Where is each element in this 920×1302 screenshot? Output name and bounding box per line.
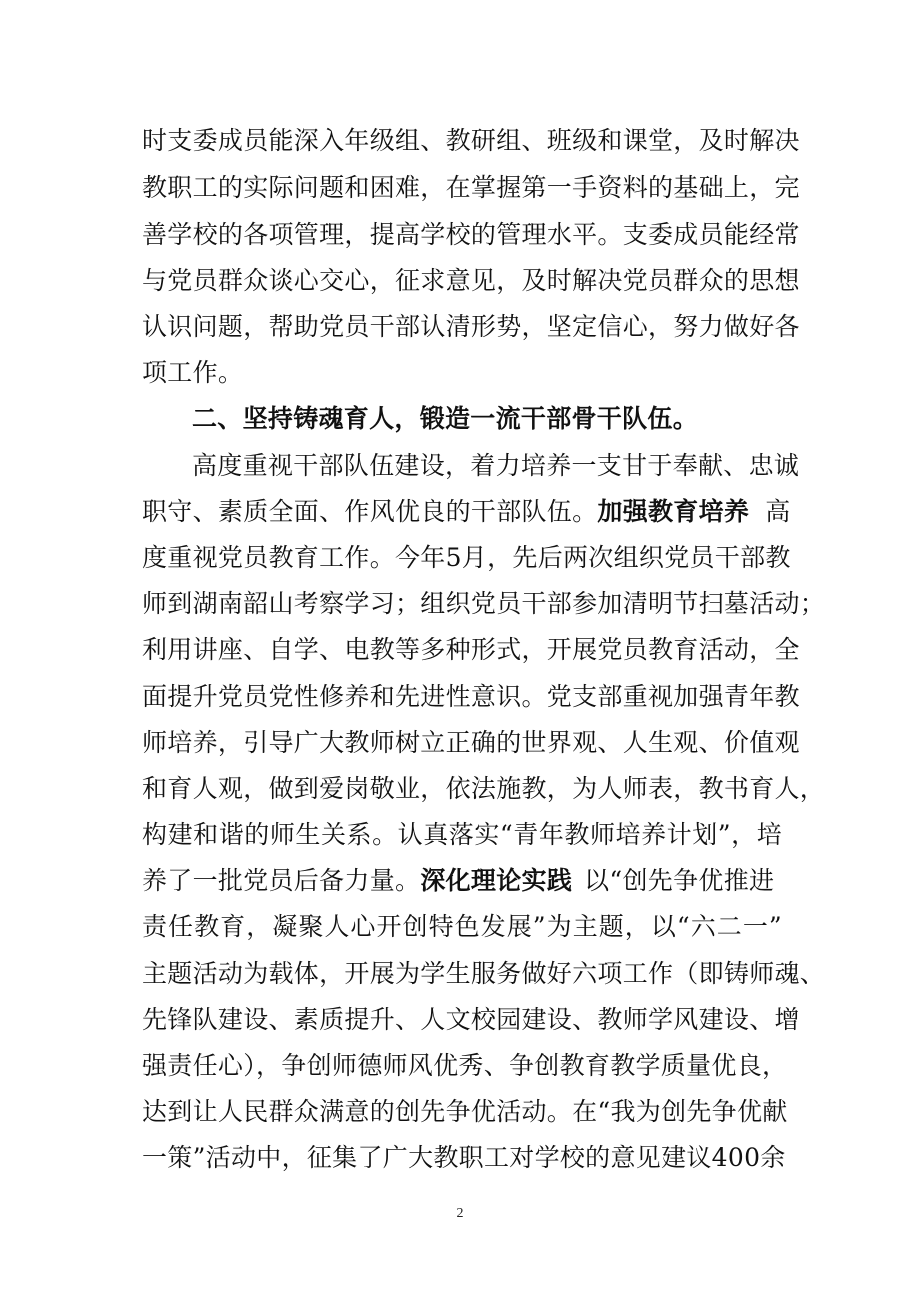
text-line: 师到湖南韶山考察学习；组织党员干部参加清明节扫墓活动； [142, 589, 826, 618]
text-line: 教职工的实际问题和困难，在掌握第一手资料的基础上，完 [142, 173, 800, 202]
text-line: 强责任心），争创师德师风优秀、争创教育教学质量优良， [142, 1051, 788, 1080]
text-line: 度重视党员教育工作。今年5月，先后两次组织党员干部教 [142, 543, 791, 572]
text-segment: 高 [765, 497, 791, 526]
text-line: 善学校的各项管理，提高学校的管理水平。支委成员能经常 [142, 220, 800, 249]
text-line: 项工作。 [142, 358, 244, 387]
text-line: 认识问题，帮助党员干部认清形势，坚定信心，努力做好各 [142, 312, 800, 341]
text-line: 责任教育，凝聚人心开创特色发展”为主题，以“六二一” [142, 912, 782, 941]
text-line: 达到让人民群众满意的创先争优活动。在“我为创先争优献 [142, 1097, 788, 1126]
text-line: 师培养，引导广大教师树立正确的世界观、人生观、价值观 [142, 728, 800, 757]
text-line: 利用讲座、自学、电教等多种形式，开展党员教育活动，全 [142, 635, 800, 664]
text-line: 构建和谐的师生关系。认真落实“青年教师培养计划”，培 [142, 820, 782, 849]
text-line: 高度重视干部队伍建设，着力培养一支甘于奉献、忠诚 [192, 451, 800, 480]
text-segment: 养了一批党员后备力量。 [142, 866, 421, 895]
page-number: 2 [456, 1206, 464, 1221]
text-line: 时支委成员能深入年级组、教研组、班级和课堂，及时解决 [142, 126, 800, 155]
text-line-mixed [142, 489, 791, 535]
text-line: 面提升党员党性修养和先进性意识。党支部重视加强青年教 [142, 682, 800, 711]
text-line: 与党员群众谈心交心，征求意见，及时解决党员群众的思想 [142, 266, 800, 295]
text-line: 一策”活动中，征集了广大教职工对学校的意见建议400余 [142, 1143, 786, 1172]
bold-keyword: 加强教育培养 [597, 497, 750, 526]
text-line: 先锋队建设、素质提升、人文校园建设、教师学风建设、增 [142, 1005, 800, 1034]
text-line: 主题活动为载体，开展为学生服务做好六项工作（即铸师魂、 [142, 959, 826, 988]
text-segment: 以“创先争优推进 [584, 866, 775, 895]
text-segment: 职守、素质全面、作风优良的干部队伍。 [142, 497, 598, 526]
text-line-mixed [142, 858, 782, 904]
text-line: 和育人观，做到爱岗敬业，依法施教，为人师表，教书育人， [142, 774, 826, 803]
bold-keyword: 深化理论实践 [420, 866, 573, 895]
section-heading: 二、坚持铸魂育人，锻造一流干部骨干队伍。 [192, 404, 699, 433]
